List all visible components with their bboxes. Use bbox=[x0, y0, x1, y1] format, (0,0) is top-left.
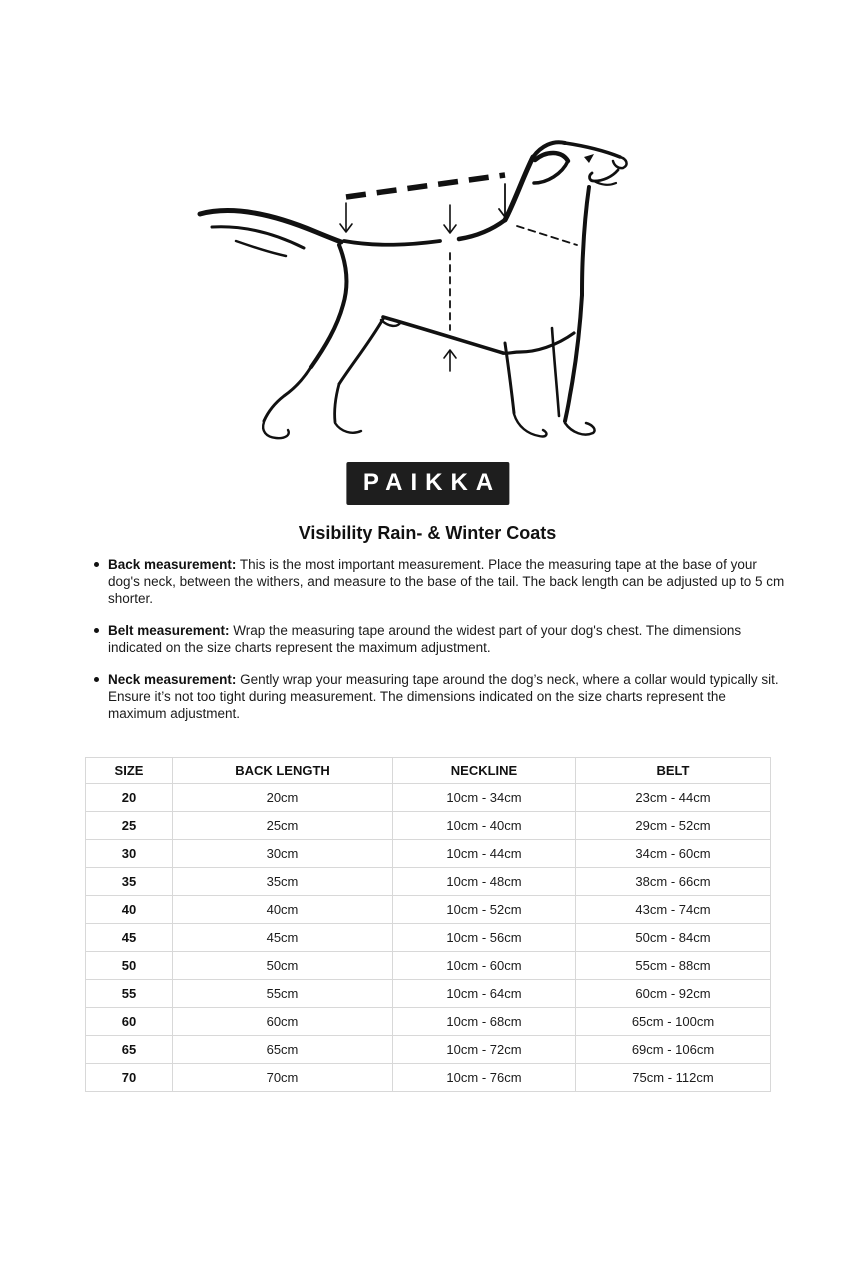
size-table-cell: 70cm bbox=[173, 1064, 393, 1092]
size-table-cell: 69cm - 106cm bbox=[576, 1036, 771, 1064]
size-table-cell: 38cm - 66cm bbox=[576, 868, 771, 896]
size-table-cell: 10cm - 40cm bbox=[393, 812, 576, 840]
size-table-cell: 35 bbox=[86, 868, 173, 896]
size-table-cell: 10cm - 34cm bbox=[393, 784, 576, 812]
size-table-cell: 70 bbox=[86, 1064, 173, 1092]
bullet-dot-icon bbox=[94, 677, 99, 682]
size-chart-table bbox=[85, 757, 771, 1092]
table-row bbox=[86, 896, 771, 924]
measurement-bullet-0 bbox=[108, 556, 788, 607]
size-table-cell: 23cm - 44cm bbox=[576, 784, 771, 812]
size-table-cell: 10cm - 48cm bbox=[393, 868, 576, 896]
bullet-dot-icon bbox=[94, 628, 99, 633]
size-table-cell: 10cm - 68cm bbox=[393, 1008, 576, 1036]
bullet-text: Gently wrap your measuring tape around the dog’s neck, where a collar would typically sit. Ensure it’s not too tight during measurement. The dimensions indicated on the size charts represent the maximum adjustment. bbox=[108, 672, 779, 721]
size-table-header-belt: BELT bbox=[576, 758, 771, 784]
table-row bbox=[86, 980, 771, 1008]
back-length-dashed-line bbox=[346, 175, 505, 197]
table-row bbox=[86, 868, 771, 896]
table-row bbox=[86, 924, 771, 952]
size-table-header-neckline: NECKLINE bbox=[393, 758, 576, 784]
size-table-cell: 60cm - 92cm bbox=[576, 980, 771, 1008]
size-table-cell: 65cm bbox=[173, 1036, 393, 1064]
size-table-cell: 50cm bbox=[173, 952, 393, 980]
size-table-cell: 34cm - 60cm bbox=[576, 840, 771, 868]
size-table-header-row bbox=[86, 758, 771, 784]
table-row bbox=[86, 1036, 771, 1064]
table-row bbox=[86, 1008, 771, 1036]
size-table-cell: 43cm - 74cm bbox=[576, 896, 771, 924]
size-table-cell: 50 bbox=[86, 952, 173, 980]
measurement-bullet-1 bbox=[108, 622, 788, 656]
paikka-logo: PAIKKA bbox=[346, 462, 509, 505]
size-table-cell: 10cm - 64cm bbox=[393, 980, 576, 1008]
size-table-cell: 65 bbox=[86, 1036, 173, 1064]
dog-measurement-diagram bbox=[178, 113, 678, 463]
size-table-cell: 55cm bbox=[173, 980, 393, 1008]
bullet-text: This is the most important measurement. Place the measuring tape at the base of your dog's neck, between the withers, and measure to the base of the tail. The back length can be adjusted up to 5 cm shorter. bbox=[108, 557, 785, 606]
mid-back-down-arrow-icon bbox=[444, 205, 456, 233]
size-table-cell: 30 bbox=[86, 840, 173, 868]
tail-base-down-arrow-icon bbox=[340, 203, 352, 232]
size-table-cell: 30cm bbox=[173, 840, 393, 868]
belly-up-arrow-icon bbox=[444, 350, 456, 371]
table-row bbox=[86, 784, 771, 812]
size-table-cell: 40cm bbox=[173, 896, 393, 924]
table-row bbox=[86, 952, 771, 980]
size-table-cell: 10cm - 60cm bbox=[393, 952, 576, 980]
size-table-cell: 25cm bbox=[173, 812, 393, 840]
size-table-cell: 10cm - 56cm bbox=[393, 924, 576, 952]
measurement-instructions-list bbox=[88, 556, 788, 737]
size-table-cell: 45cm bbox=[173, 924, 393, 952]
size-table-cell: 10cm - 72cm bbox=[393, 1036, 576, 1064]
bullet-label: Belt measurement: bbox=[108, 623, 230, 638]
size-table-cell: 29cm - 52cm bbox=[576, 812, 771, 840]
size-table-cell: 75cm - 112cm bbox=[576, 1064, 771, 1092]
size-table-cell: 20cm bbox=[173, 784, 393, 812]
size-table-cell: 20 bbox=[86, 784, 173, 812]
bullet-dot-icon bbox=[94, 562, 99, 567]
size-table-cell: 25 bbox=[86, 812, 173, 840]
size-table-cell: 10cm - 76cm bbox=[393, 1064, 576, 1092]
measurement-bullet-2 bbox=[108, 671, 788, 722]
size-table-cell: 65cm - 100cm bbox=[576, 1008, 771, 1036]
bullet-label: Back measurement: bbox=[108, 557, 237, 572]
size-table-cell: 60 bbox=[86, 1008, 173, 1036]
size-table-cell: 55 bbox=[86, 980, 173, 1008]
size-table-cell: 45 bbox=[86, 924, 173, 952]
size-table-cell: 55cm - 88cm bbox=[576, 952, 771, 980]
neck-dashed-line bbox=[517, 226, 577, 245]
table-row bbox=[86, 812, 771, 840]
table-row bbox=[86, 840, 771, 868]
size-table-cell: 35cm bbox=[173, 868, 393, 896]
size-table-cell: 40 bbox=[86, 896, 173, 924]
size-table-header-size: SIZE bbox=[86, 758, 173, 784]
size-table-body bbox=[86, 784, 771, 1092]
table-row bbox=[86, 1064, 771, 1092]
size-table-header-back-length: BACK LENGTH bbox=[173, 758, 393, 784]
page-title: Visibility Rain- & Winter Coats bbox=[298, 523, 557, 543]
withers-down-arrow-icon bbox=[499, 184, 511, 217]
size-table-cell: 50cm - 84cm bbox=[576, 924, 771, 952]
bullet-label: Neck measurement: bbox=[108, 672, 237, 687]
size-table-cell: 10cm - 52cm bbox=[393, 896, 576, 924]
size-table-cell: 60cm bbox=[173, 1008, 393, 1036]
size-table-cell: 10cm - 44cm bbox=[393, 840, 576, 868]
bullet-text: Wrap the measuring tape around the widest part of your dog's chest. The dimensions indicated on the size charts represent the maximum adjustment. bbox=[108, 623, 742, 655]
